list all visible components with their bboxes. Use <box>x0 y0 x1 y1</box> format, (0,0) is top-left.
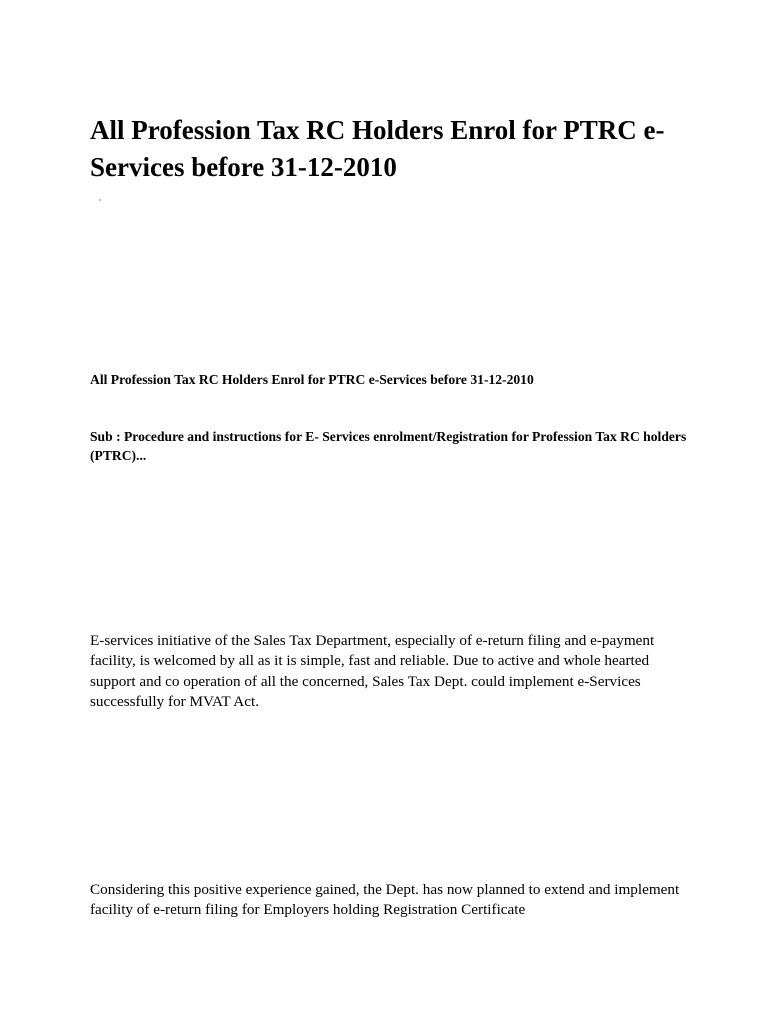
subject-line: Sub : Procedure and instructions for E- Services enrolment/Registration for Profession Tax RC holders (PTRC)... <box>90 429 687 463</box>
document-title: All Profession Tax RC Holders Enrol for PTRC e-Services before 31-12-2010 <box>90 115 665 182</box>
decorative-dot <box>99 199 101 201</box>
sub-heading: All Profession Tax RC Holders Enrol for PTRC e-Services before 31-12-2010 <box>90 372 534 387</box>
paragraph-eservices-initiative: E-services initiative of the Sales Tax Department, especially of e-return filing and e-payment facility, is welcomed by all as it is simple, fast and reliable. Due to active and whole hearted support and co operation of all the concerned, Sales Tax Dept. could implement e-Services successfully for MVAT Act. <box>90 632 655 711</box>
paragraph-positive-experience: Considering this positive experience gained, the Dept. has now planned to extend and implement facility of e-return filing for Employers holding Registration Certificate <box>90 881 680 919</box>
